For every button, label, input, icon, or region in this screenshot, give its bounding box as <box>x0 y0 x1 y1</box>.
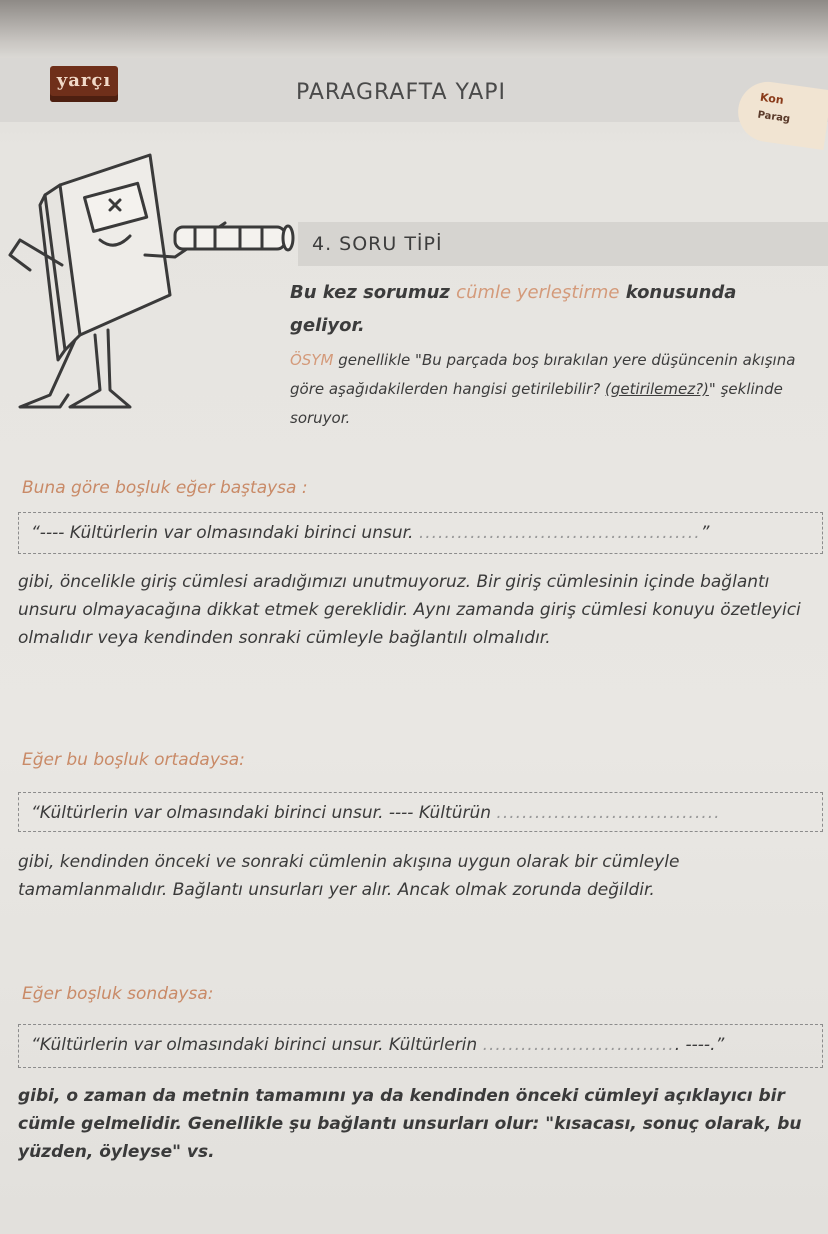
osym-underlined: (getirilemez?) <box>605 380 709 398</box>
intro-text-line2: geliyor. <box>290 315 365 336</box>
osym-label: ÖSYM <box>290 351 334 369</box>
publisher-logo: yarçı <box>50 66 118 102</box>
quote-close: . ----.” <box>674 1035 725 1055</box>
osym-text: genellikle "Bu parçada boş bırakılan yere düşüncenin akışına göre aşağıdakilerden hangisi getirilebilir? <box>290 351 796 398</box>
corner-tab <box>734 78 828 150</box>
section-body-start: gibi, öncelikle giriş cümlesi aradığımızı unutmuyoruz. Bir giriş cümlesinin içinde bağlantı unsuru olmayacağına dikkat etmek gereklidir. Aynı zamanda giriş cümlesi konuyu özetleyici olmalıdır veya kendinden sonraki cümleyle bağlantılı olmalıdır. <box>18 572 801 648</box>
intro-text: Bu kez sorumuz <box>290 282 457 303</box>
osym-end: " şeklinde soruyor. <box>290 380 783 427</box>
question-type-heading: 4. SORU TİPİ <box>312 233 443 255</box>
quote-box-end <box>18 1024 823 1068</box>
blank-dots: ............................................ <box>418 523 701 543</box>
quote-box-middle <box>18 792 823 832</box>
intro-paragraph <box>290 276 820 342</box>
section-heading-middle: Eğer bu boşluk ortadaysa: <box>22 750 245 770</box>
section-heading-end: Eğer boşluk sondaysa: <box>22 984 214 1004</box>
blank-dots: ................................... <box>496 803 721 823</box>
section-heading-start: Buna göre boşluk eğer baştaysa : <box>22 478 308 498</box>
corner-tab-sublabel: Parag <box>756 109 791 125</box>
section-body-middle: gibi, kendinden önceki ve sonraki cümlenin akışına uygun olarak bir cümleyle tamamlanmalıdır. Bağlantı unsurları yer alır. Ancak olmak zorunda değildir. <box>18 852 680 900</box>
quote-close: ” <box>700 523 710 543</box>
intro-text-end: konusunda <box>619 282 737 303</box>
page-title: PARAGRAFTA YAPI <box>296 80 507 105</box>
page-top-shadow <box>0 0 828 60</box>
quote-text: “Kültürlerin var olmasındaki birinci unsur. ---- Kültürün <box>31 803 492 823</box>
intro-highlight: cümle yerleştirme <box>456 282 620 303</box>
corner-tab-label: Kon <box>759 90 785 107</box>
quote-text: “---- Kültürlerin var olmasındaki birinci unsur. <box>31 523 414 543</box>
section-body-end: gibi, o zaman da metnin tamamını ya da kendinden önceki cümleyi açıklayıcı bir cümle gelmelidir. Genellikle şu bağlantı unsurları olur: "kısacası, sonuç olarak, bu yüzden, öyleyse" vs. <box>18 1086 802 1162</box>
blank-dots: .............................. <box>482 1035 675 1055</box>
quote-text: “Kültürlerin var olmasındaki birinci unsur. Kültürlerin <box>31 1035 478 1055</box>
osym-paragraph <box>290 346 825 433</box>
quote-box-start <box>18 512 823 554</box>
book-character-illustration <box>0 145 300 415</box>
